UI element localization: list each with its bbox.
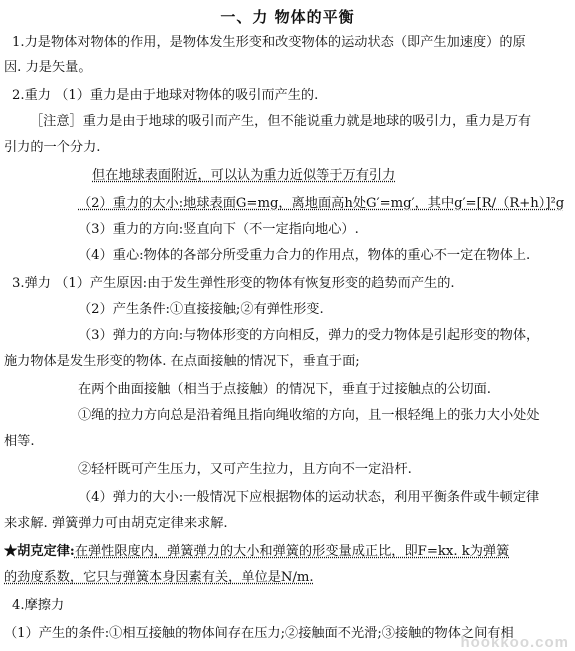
gravity-note-line-3: 但在地球表面附近，可以认为重力近似等于万有引力	[92, 168, 396, 183]
elastic-item-3-line-6: ②轻杆既可产生压力，又可产生拉力，且方向不一定沿杆.	[78, 462, 412, 477]
hooke-law-line-1	[4, 544, 509, 560]
gravity-note-line-1: ［注意］重力是由于地球的吸引而产生，但不能说重力就是地球的吸引力，重力是万有	[30, 114, 532, 129]
elastic-item-3-line-2: 施力物体是发生形变的物体. 在点面接触的情况下，垂直于面;	[4, 354, 360, 369]
friction-item-1: （1）产生的条件:①相互接触的物体间存在压力;②接触面不光滑;③接触的物体之间有相	[4, 626, 514, 641]
elastic-item-3-line-3: 在两个曲面接触（相当于点接触）的情况下，垂直于过接触点的公切面.	[78, 382, 492, 397]
paragraph-1-line-1: 1.力是物体对物体的作用，是物体发生形变和改变物体的运动状态（即产生加速度）的原	[12, 35, 526, 50]
elastic-item-1: 3.弹力 （1）产生原因:由于发生弹性形变的物体有恢复形变的趋势而产生的.	[12, 276, 455, 291]
hooke-law-text-1: 在弹性限度内，弹簧弹力的大小和弹簧的形变量成正比，即F=kx. k为弹簧	[74, 544, 510, 559]
gravity-item-3: （3）重力的方向:竖直向下（不一定指向地心）.	[78, 222, 359, 237]
elastic-item-4-line-1: （4）弹力的大小:一般情况下应根据物体的运动状态，利用平衡条件或牛顿定律	[78, 490, 540, 505]
gravity-note-line-2: 引力的一个分力.	[4, 140, 101, 155]
gravity-item-2: （2）重力的大小:地球表面G=mg，离地面高h处G′=mg′，其中g′=[R/（R+h）]²g	[78, 196, 565, 211]
elastic-item-4-line-2: 来求解. 弹簧弹力可由胡克定律来求解.	[4, 516, 228, 531]
hooke-law-line-2: 的劲度系数，它只与弹簧本身因素有关，单位是N/m.	[4, 570, 314, 585]
hooke-law-label: ★胡克定律:	[4, 544, 75, 559]
elastic-item-3-line-1: （3）弹力的方向:与物体形变的方向相反，弹力的受力物体是引起形变的物体，	[78, 328, 540, 343]
gravity-item-4: （4）重心:物体的各部分所受重力合力的作用点，物体的重心不一定在物体上.	[78, 248, 531, 263]
gravity-item-1: 2.重力 （1）重力是由于地球对物体的吸引而产生的.	[12, 88, 319, 103]
section-title: 一、力 物体的平衡	[220, 8, 355, 26]
friction-heading: 4.摩擦力	[12, 598, 65, 613]
paragraph-1-line-2: 因. 力是矢量。	[4, 60, 92, 75]
elastic-item-3-line-4: ①绳的拉力方向总是沿着绳且指向绳收缩的方向，且一根轻绳上的张力大小处处	[78, 408, 540, 423]
watermark: hookkoo.com	[460, 634, 569, 651]
elastic-item-2: （2）产生条件:①直接接触;②有弹性形变.	[78, 302, 324, 317]
elastic-item-3-line-5: 相等.	[4, 434, 35, 449]
